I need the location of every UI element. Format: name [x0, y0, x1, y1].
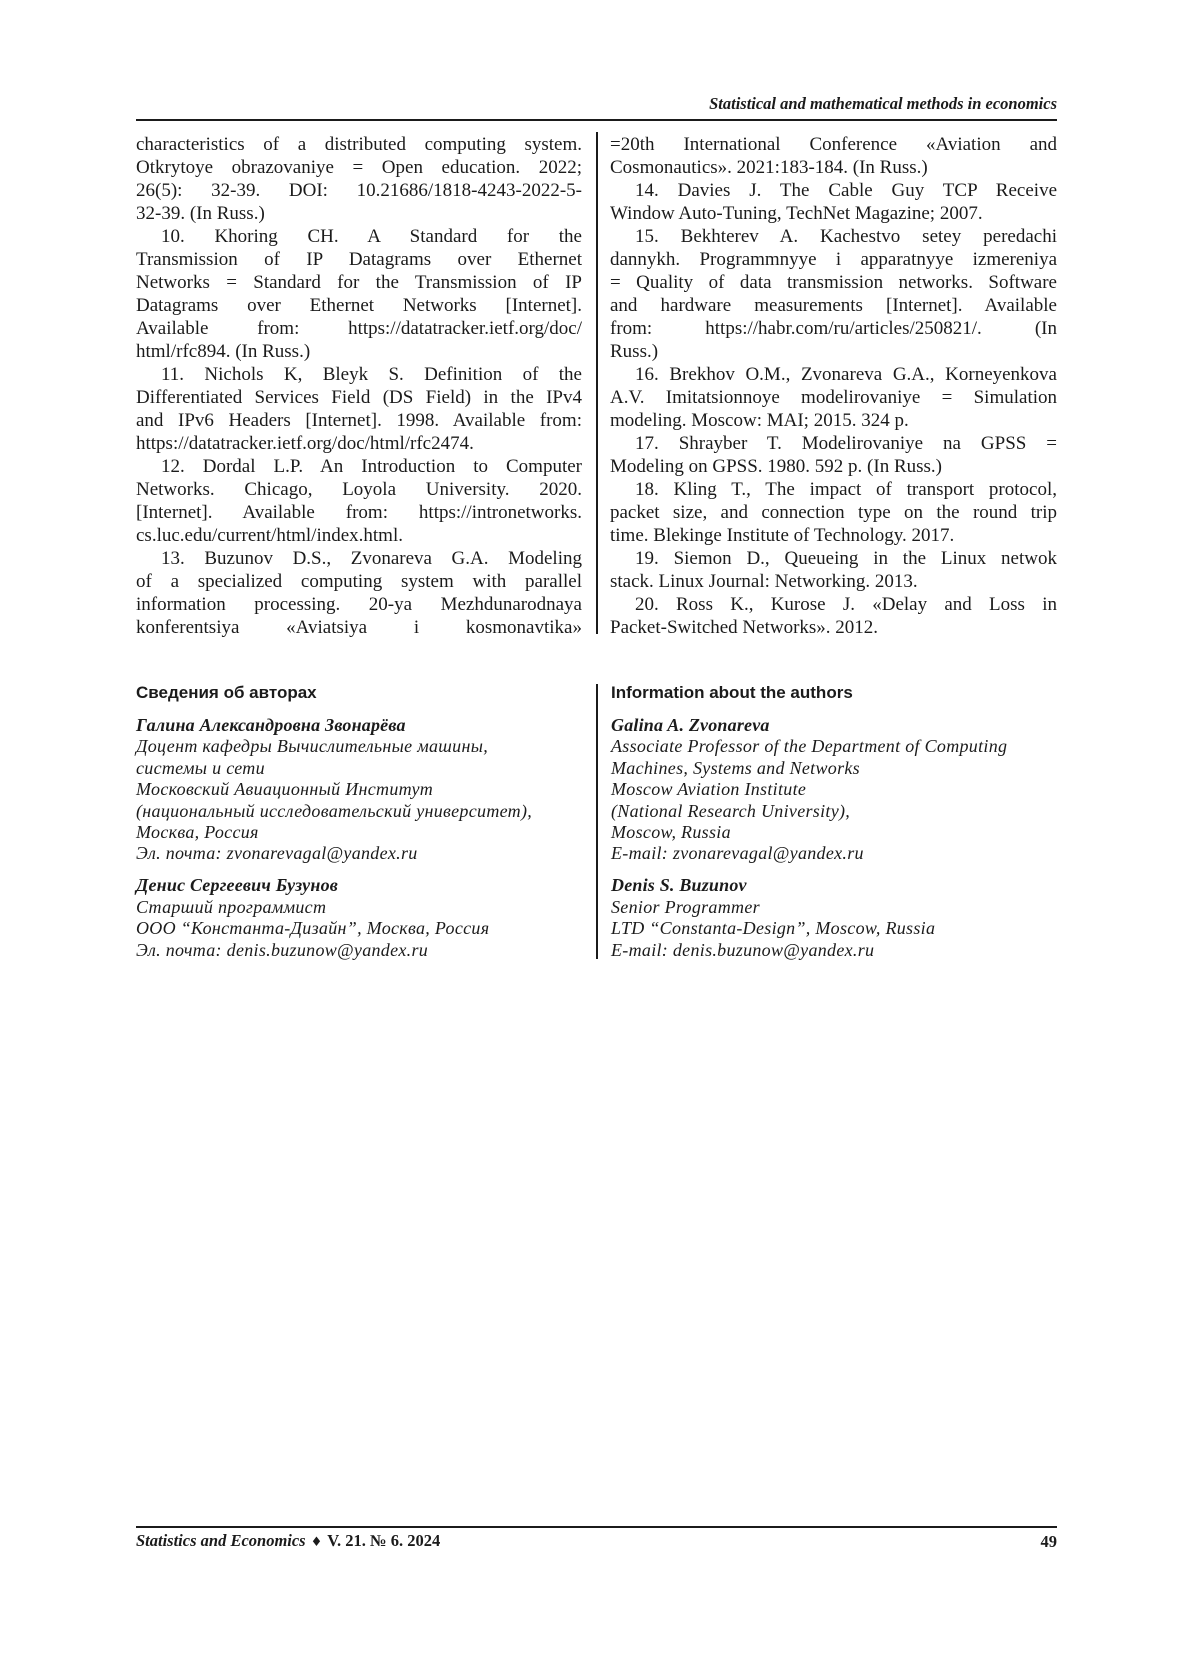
author-detail-line: Доцент кафедры Вычислительные машины,	[136, 736, 489, 757]
reference-line: Cosmonautics». 2021:183-184. (In Russ.)	[610, 157, 928, 178]
footer-citation	[136, 1530, 440, 1554]
footer-rule	[136, 1526, 1057, 1528]
reference-line: of a specialized computing system with parallel	[136, 571, 582, 592]
author-email: Эл. почта: denis.buzunow@yandex.ru	[136, 939, 429, 960]
reference-line: 15. Bekhterev A. Kachestvo setey peredachi	[635, 226, 1057, 247]
reference-line: html/rfc894. (In Russ.)	[136, 341, 311, 362]
author-detail-line: Московский Авиационный Институт	[136, 779, 434, 800]
author-email: E-mail: denis.buzunow@yandex.ru	[611, 939, 875, 960]
author-detail-line: ООО “Константа-Дизайн”, Москва, Россия	[136, 918, 490, 939]
reference-line: Modeling on GPSS. 1980. 592 p. (In Russ.)	[610, 456, 942, 477]
reference-line: 13. Buzunov D.S., Zvonareva G.A. Modeling	[161, 548, 582, 569]
reference-line: time. Blekinge Institute of Technology. 2017.	[610, 525, 955, 546]
reference-entry-19	[610, 547, 1057, 593]
reference-entry-13-continued	[610, 133, 1057, 179]
reference-line: =20th International Conference «Aviation and	[610, 134, 1057, 155]
reference-line: from: https://habr.com/ru/articles/250821/. (In	[610, 318, 1057, 339]
reference-line: Window Auto-Tuning, TechNet Magazine; 2007.	[610, 203, 983, 224]
reference-line: 32-39. (In Russ.)	[136, 203, 265, 224]
reference-line: packet size, and connection type on the round trip	[610, 502, 1057, 523]
reference-entry-12	[136, 455, 582, 547]
author-name: Galina A. Zvonareva	[611, 715, 770, 735]
references-left-column	[136, 133, 582, 639]
reference-line: 11. Nichols K, Bleyk S. Definition of the	[161, 364, 582, 385]
reference-line: 10. Khoring CH. A Standard for the	[161, 226, 582, 247]
author-name: Denis S. Buzunov	[611, 875, 747, 896]
issue-info: V. 21. № 6. 2024	[327, 1531, 441, 1550]
reference-entry-continued	[136, 133, 582, 225]
journal-name: Statistics and Economics	[136, 1531, 306, 1550]
author-detail-line: Старший программист	[136, 896, 327, 917]
reference-line: 19. Siemon D., Queueing in the Linux netwok	[635, 548, 1057, 569]
reference-line: stack. Linux Journal: Networking. 2013.	[610, 571, 918, 592]
author-entry	[136, 875, 582, 961]
reference-line: 18. Kling T., The impact of transport protocol,	[635, 479, 1057, 500]
reference-line: Available from: https://datatracker.ietf.org/doc/	[136, 318, 582, 339]
page-footer	[136, 1531, 1057, 1553]
reference-line: Otkrytoye obrazovaniye = Open education. 2022;	[136, 157, 582, 178]
diamond-separator-icon: ♦	[310, 1535, 323, 1550]
reference-line: characteristics of a distributed computing system.	[136, 134, 582, 155]
author-name: Галина Александровна Звонарёва	[136, 715, 406, 735]
reference-line: = Quality of data transmission networks. Software	[610, 272, 1057, 293]
reference-line: Networks = Standard for the Transmission of IP	[136, 272, 582, 293]
authors-column-divider	[596, 684, 598, 959]
reference-entry-13	[136, 547, 582, 639]
reference-line: Datagrams over Ethernet Networks [Internet].	[136, 295, 582, 316]
author-detail-line: Moscow, Russia	[611, 822, 731, 843]
reference-line: konferentsiya «Aviatsiya i kosmonavtika»	[136, 617, 582, 638]
reference-line: Russ.)	[610, 341, 659, 362]
authors-heading-english: Information about the authors	[611, 683, 853, 702]
author-detail-line: системы и сети	[136, 757, 265, 778]
reference-entry-17	[610, 432, 1057, 478]
reference-line: 12. Dordal L.P. An Introduction to Computer	[161, 456, 582, 477]
reference-line: https://datatracker.ietf.org/doc/html/rfc2474.	[136, 433, 474, 454]
reference-line: Differentiated Services Field (DS Field) in the IPv4	[136, 387, 582, 408]
reference-entry-10	[136, 225, 582, 363]
author-detail-line: Associate Professor of the Department of Computing	[611, 736, 1008, 757]
author-entry	[136, 715, 582, 865]
reference-entry-15	[610, 225, 1057, 363]
author-name: Денис Сергеевич Бузунов	[136, 875, 339, 896]
reference-line: information processing. 20-ya Mezhdunarodnaya	[136, 594, 582, 615]
reference-line: 17. Shrayber T. Modelirovaniye na GPSS =	[635, 433, 1057, 454]
author-email: E-mail: zvonarevagal@yandex.ru	[611, 843, 864, 864]
author-detail-line: Москва, Россия	[136, 822, 259, 843]
author-detail-line: Moscow Aviation Institute	[611, 779, 807, 800]
page-number: 49	[1040, 1532, 1057, 1551]
reference-line: cs.luc.edu/current/html/index.html.	[136, 525, 403, 546]
reference-line: and hardware measurements [Internet]. Available	[610, 295, 1057, 316]
author-entry	[611, 715, 1057, 865]
reference-line: [Internet]. Available from: https://intronetworks.	[136, 502, 582, 523]
author-detail-line: (National Research University),	[611, 800, 851, 821]
running-header: Statistical and mathematical methods in economics	[709, 94, 1057, 113]
reference-line: 26(5): 32-39. DOI: 10.21686/1818-4243-2022-5-	[136, 180, 582, 201]
author-email: Эл. почта: zvonarevagal@yandex.ru	[136, 843, 418, 864]
reference-line: Networks. Chicago, Loyola University. 2020.	[136, 479, 582, 500]
references-right-column	[610, 133, 1057, 639]
authors-heading-russian: Сведения об авторах	[136, 683, 317, 702]
reference-entry-14	[610, 179, 1057, 225]
reference-line: 16. Brekhov O.M., Zvonareva G.A., Korneyenkova	[635, 364, 1057, 385]
author-detail-line: (национальный исследовательский университет),	[136, 800, 533, 821]
reference-entry-16	[610, 363, 1057, 432]
authors-info-english	[611, 682, 1057, 961]
reference-line: and IPv6 Headers [Internet]. 1998. Available from:	[136, 410, 582, 431]
authors-info-russian	[136, 682, 582, 961]
reference-entry-20	[610, 593, 1057, 639]
author-entry	[611, 875, 1057, 961]
reference-line: A.V. Imitatsionnoye modelirovaniye = Simulation	[610, 387, 1057, 408]
header-rule	[136, 119, 1057, 121]
reference-entry-18	[610, 478, 1057, 547]
author-detail-line: LTD “Constanta-Design”, Moscow, Russia	[611, 918, 936, 939]
reference-entry-11	[136, 363, 582, 455]
column-divider	[596, 132, 598, 634]
author-detail-line: Machines, Systems and Networks	[611, 757, 860, 778]
reference-line: 14. Davies J. The Cable Guy TCP Receive	[635, 180, 1057, 201]
reference-line: Transmission of IP Datagrams over Ethernet	[136, 249, 582, 270]
reference-line: dannykh. Programmnyye i apparatnyye izmereniya	[610, 249, 1057, 270]
reference-line: Packet-Switched Networks». 2012.	[610, 617, 879, 638]
reference-line: modeling. Moscow: MAI; 2015. 324 p.	[610, 410, 909, 431]
author-detail-line: Senior Programmer	[611, 896, 760, 917]
reference-line: 20. Ross K., Kurose J. «Delay and Loss in	[635, 594, 1057, 615]
